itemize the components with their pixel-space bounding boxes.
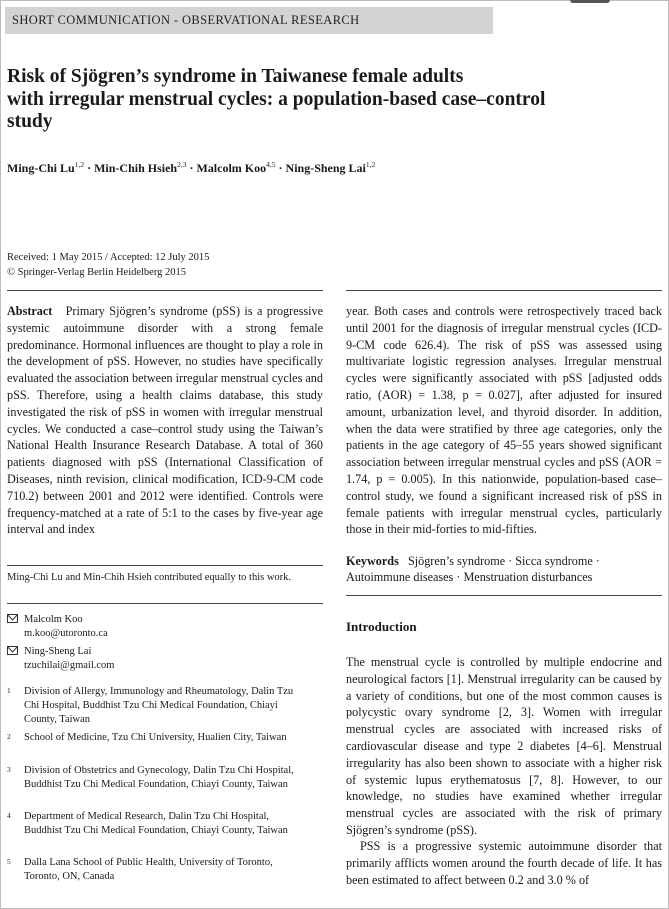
abstract-right — [346, 303, 662, 538]
title-line: with irregular menstrual cycles: a population-based case–control — [7, 88, 546, 110]
author-affiliation: 1,2 — [74, 160, 85, 169]
envelope-icon — [7, 646, 18, 655]
rule-right-top — [346, 290, 662, 291]
section-label: SHORT COMMUNICATION - OBSERVATIONAL RESEARCH — [12, 13, 360, 27]
affiliation-number: 4 — [7, 811, 11, 820]
author-list — [7, 160, 375, 176]
abstract-left — [7, 303, 323, 538]
intro-text-2: PSS is a progressive systemic autoimmune disorder that primarily afflicts women around the fourth decade of life. It has been estimated to affect between 0.2 and 3.0 % of — [346, 839, 662, 887]
affiliation-text: Dalla Lana School of Public Health, University of Toronto, Toronto, ON, Canada — [24, 857, 273, 882]
affiliation-text: School of Medicine, Tzu Chi University, Hualien City, Taiwan — [24, 732, 287, 743]
keywords — [346, 553, 662, 585]
title-line: study — [7, 111, 53, 132]
introduction-heading: Introduction — [346, 619, 417, 634]
abstract-text-part2: year. Both cases and controls were retrospectively traced back until 2001 for the diagnosis of irregular menstrual cycles (ICD-9-CM code 626.4). The risk of pSS was assessed using multivariate logistic regression analyses. Irregular menstrual cycles were significantly associated with pSS [adjusted odds ratio, (AOR) = 1.38, p = 0.027], after adjusted for insured amount, urbanization level, and thyroid disorder. In addition, when the data were stratified by three age categories, only the patients in the age category of 45–55 years showed significant association between irregular menstrual cycles and pSS (AOR = 1.74, p = 0.005). In this nationwide, population-based case–control study, we found a significant increased risk of pSS in female patients with irregular menstrual cycles, particularly those in their mid-forties to mid-fifties. — [346, 304, 662, 537]
introduction-paragraph-1 — [346, 654, 662, 839]
contact-email[interactable]: m.koo@utoronto.ca — [24, 628, 108, 639]
page-corner-mark — [570, 0, 610, 3]
introduction-paragraph-2 — [346, 838, 662, 888]
title-line: Risk of Sjögren’s syndrome in Taiwanese female adults — [7, 66, 464, 87]
article-title — [7, 66, 647, 134]
copyright: © Springer-Verlag Berlin Heidelberg 2015 — [7, 266, 187, 278]
affiliation-number: 1 — [7, 686, 11, 695]
author-affiliation: 4,5 — [266, 160, 276, 169]
author-affiliation: 1,2 — [365, 160, 376, 169]
affiliation-text: Division of Allergy, Immunology and Rheumatology, Dalin Tzu Chi Hospital, Buddhist Tzu Chi Medical Foundation, Chiayi County, Taiwan — [24, 686, 294, 725]
affiliation-text: Division of Obstetrics and Gynecology, Dalin Tzu Chi Hospital, Buddhist Tzu Chi Medical Foundation, Chiayi County, Taiwan — [24, 765, 294, 790]
equal-contribution-note — [7, 571, 297, 585]
contact-name: Malcolm Koo — [24, 614, 83, 625]
rule-left-top — [7, 290, 323, 291]
section-banner — [5, 7, 493, 34]
publication-dates — [7, 251, 209, 280]
keywords-list: Sjögren’s syndrome · Sicca syndrome · Autoimmune diseases · Menstruation disturbances — [346, 554, 600, 584]
author-separator: · — [186, 161, 197, 175]
intro-text-1: The menstrual cycle is controlled by multiple endocrine and neurological factors [1]. Menstrual irregularity can be caused by a variety of conditions, but one of the most common causes is polycystic ovary syndrome [2, 3]. Women with irregular menstrual cycles are associated with increased risks of cardiovascular disease and type 2 diabetes [4–6]. Menstrual irregularity has also been shown to associate with a higher risk of systemic lupus erythematosus [7, 8]. However, to our knowledge, no studies have examined whether irregular menstrual cycles are associated with the risk of primary Sjögren’s syndrome (pSS). — [346, 655, 662, 837]
author-separator: · — [84, 161, 95, 175]
envelope-icon — [7, 614, 18, 623]
contact-name: Ning-Sheng Lai — [24, 646, 92, 657]
affiliation-number: 2 — [7, 732, 11, 741]
author-separator: · — [275, 161, 286, 175]
keywords-heading: Keywords — [346, 554, 399, 568]
author-affiliation: 2,3 — [177, 160, 187, 169]
author-name[interactable]: Ming-Chi Lu — [7, 161, 75, 175]
abstract-heading: Abstract — [7, 304, 53, 318]
affiliation-number: 5 — [7, 857, 11, 866]
received-accepted: Received: 1 May 2015 / Accepted: 12 July 2015 — [7, 252, 210, 263]
rule-left-mid — [7, 565, 323, 566]
author-name[interactable]: Ning-Sheng Lai — [285, 161, 366, 175]
affiliation-number: 3 — [7, 765, 11, 774]
author-name[interactable]: Malcolm Koo — [196, 161, 267, 175]
equal-contribution-text: Ming-Chi Lu and Min-Chih Hsieh contributed equally to this work. — [7, 572, 292, 583]
affiliation-text: Department of Medical Research, Dalin Tzu Chi Hospital, Buddhist Tzu Chi Medical Foundation, Chiayi County, Taiwan — [24, 811, 288, 836]
abstract-text-part1: Primary Sjögren’s syndrome (pSS) is a progressive systemic autoimmune disorder with a strong female predominance. Hormonal influences are thought to play a role in the development of pSS. However, no studies have specifically evaluated the association between irregular menstrual cycles and pSS. Therefore, using a health claims database, this study investigated the risk of pSS in women with irregular menstrual cycles. We conducted a case–control study using the Taiwan’s National Health Insurance Research Database. A total of 360 patients diagnosed with pSS (International Classification of Diseases, ninth revision, clinical modification, ICD-9-CM code 710.2) between 2001 and 2012 were identified. Controls were frequency-matched at a rate of 5:1 to the cases by five-year age interval and index — [7, 304, 323, 537]
contact-email[interactable]: tzuchilai@gmail.com — [24, 660, 115, 671]
rule-right-mid — [346, 595, 662, 596]
rule-left-footnotes — [7, 603, 323, 604]
author-name[interactable]: Min-Chih Hsieh — [94, 161, 178, 175]
